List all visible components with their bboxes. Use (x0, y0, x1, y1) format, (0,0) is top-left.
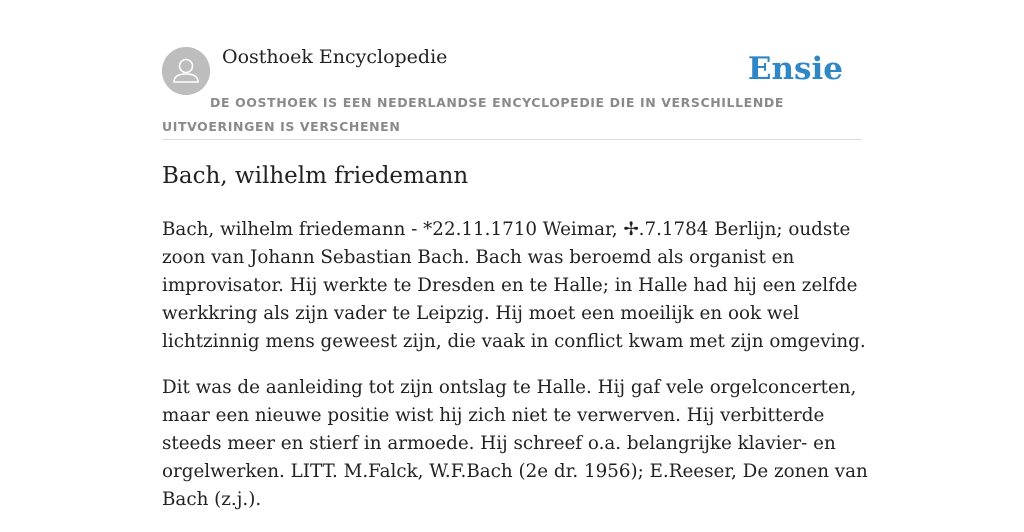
user-avatar-icon (162, 47, 210, 95)
article-paragraph: Dit was de aanleiding tot zijn ontslag te Halle. Hij gaf vele orgelconcerten, maar een nieuwe positie wist hij zich niet te verwerven. Hij verbitterde steeds meer en stierf in armoede. Hij schreef o.a. belangrijke klavier- en orgelwerken. LITT. M.Falck, W.F.Bach (2e dr. 1956); E.Reeser, De zonen van Bach (z.j.). (162, 377, 868, 510)
article-paragraph: Bach, wilhelm friedemann - *22.11.1710 Weimar, ✢.7.1784 Berlijn; oudste zoon van Johann Sebastian Bach. Bach was beroemd als organist en improvisator. Hij werkte te Dresden en te Halle; in Halle had hij een zelfde werkkring als zijn vader te Leipzig. Hij moet een moeilijk en ook wel lichtzinnig mens geweest zijn, die vaak in conflict kwam met zijn omgeving. (162, 219, 866, 352)
source-tagline: DE OOSTHOEK IS EEN NEDERLANDSE ENCYCLOPEDIE DIE IN VERSCHILLENDE UITVOERINGEN IS VERSCHENEN (162, 95, 784, 134)
source-avatar[interactable] (162, 47, 210, 95)
header (162, 0, 862, 140)
brand-logo[interactable]: Ensie (747, 51, 843, 87)
source-name-link[interactable]: Oosthoek Encyclopedie (222, 46, 448, 68)
article-title: Bach, wilhelm friedemann (162, 163, 469, 189)
page-container (162, 0, 868, 510)
article-body (162, 216, 872, 532)
